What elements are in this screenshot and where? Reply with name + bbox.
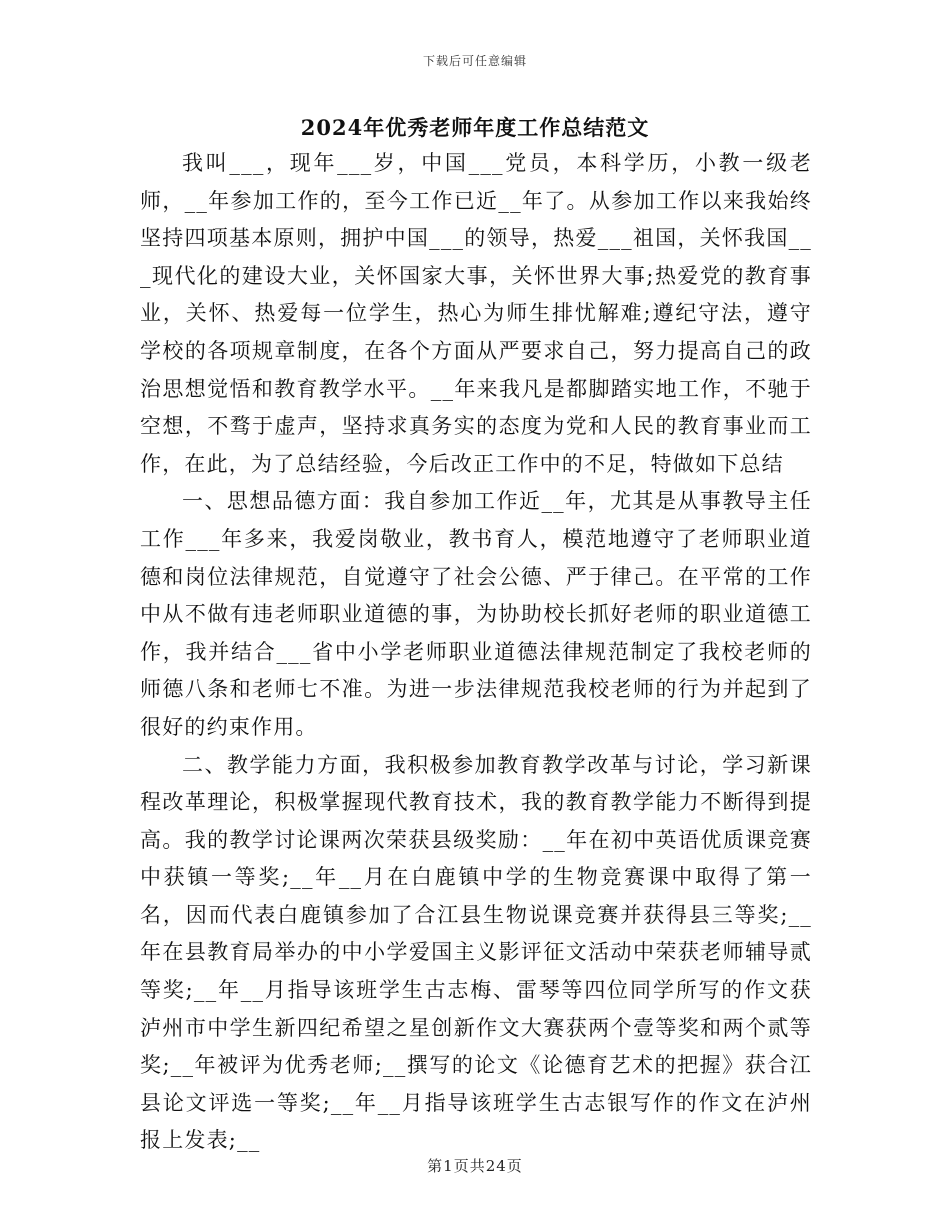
paragraph-moral-character: 一、思想品德方面：我自参加工作近__年，尤其是从事教导主任工作___年多来，我爱岗敬业，教书育人，模范地遵守了老师职业道德和岗位法律规范，自觉遵守了社会公德、严于律己。在平常的工作中从不做有违老师职业道德的事，为协助校长抓好老师的职业道德工作，我并结合___省中小学老师职业道德法律规范制定了我校老师的师德八条和老师七不准。为进一步法律规范我校老师的行为并起到了很好的约束作用。 — [140, 489, 812, 739]
document-body — [140, 145, 812, 1160]
page-header-note: 下载后可任意编辑 — [422, 54, 527, 68]
document-title: 2024年优秀老师年度工作总结范文 — [300, 115, 650, 140]
paragraph-teaching-ability: 二、教学能力方面，我积极参加教育教学改革与讨论，学习新课程改革理论，积极掌握现代教育技术，我的教育教学能力不断得到提高。我的教学讨论课两次荣获县级奖励：__年在初中英语优质课竞赛中获镇一等奖;__年__月在白鹿镇中学的生物竞赛课中取得了第一名，因而代表白鹿镇参加了合江县生物说课竞赛并获得县三等奖;__年在县教育局举办的中小学爱国主义影评征文活动中荣获老师辅导贰等奖;__年__月指导该班学生古志梅、雷琴等四位同学所写的作文获泸州市中学生新四纪希望之星创新作文大赛获两个壹等奖和两个贰等奖;__年被评为优秀老师;__撰写的论文《论德育艺术的把握》获合江县论文评选一等奖;__年__月指导该班学生古志银写作的作文在泸州报上发表;__ — [140, 752, 812, 1153]
paragraph-intro: 我叫___，现年___岁，中国___党员，本科学历，小教一级老师，__年参加工作的，至今工作已近__年了。从参加工作以来我始终坚持四项基本原则，拥护中国___的领导，热爱___祖国，关怀我国___现代化的建设大业，关怀国家大事，关怀世界大事;热爱党的教育事业，关怀、热爱每一位学生，热心为师生排忧解难;遵纪守法，遵守学校的各项规章制度，在各个方面从严要求自己，努力提高自己的政治思想觉悟和教育教学水平。__年来我凡是都脚踏实地工作，不驰于空想，不骛于虚声，坚持求真务实的态度为党和人民的教育事业而工作，在此，为了总结经验，今后改正工作中的不足，特做如下总结 — [140, 151, 812, 476]
page-number: 第1页共24页 — [427, 1157, 523, 1175]
